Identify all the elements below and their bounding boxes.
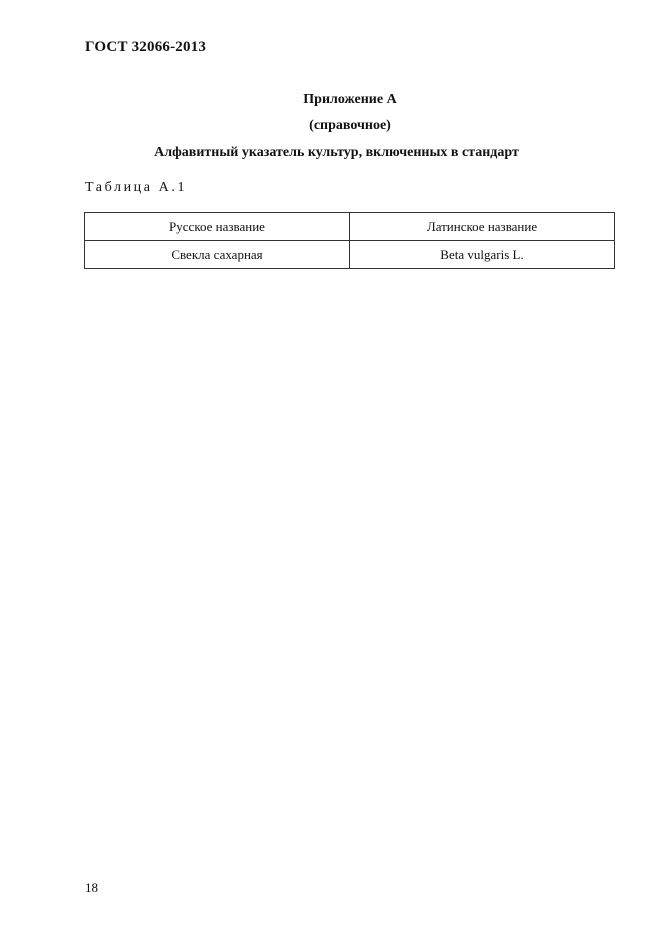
appendix-status: (справочное) bbox=[309, 118, 391, 133]
crop-index-table bbox=[84, 212, 615, 269]
table-header-row bbox=[85, 213, 615, 241]
column-header-latin-name: Латинское название bbox=[350, 213, 615, 241]
document-code: ГОСТ 32066-2013 bbox=[85, 39, 207, 55]
cell-russian-name: Свекла сахарная bbox=[85, 241, 350, 269]
column-header-russian-name: Русское название bbox=[85, 213, 350, 241]
table-row bbox=[85, 241, 615, 269]
appendix-heading: Алфавитный указатель культур, включенных в стандарт bbox=[154, 145, 519, 160]
page-number: 18 bbox=[85, 880, 98, 895]
table-caption: Таблица А.1 bbox=[85, 180, 188, 195]
cell-latin-name: Beta vulgaris L. bbox=[350, 241, 615, 269]
appendix-title: Приложение А bbox=[303, 92, 397, 107]
